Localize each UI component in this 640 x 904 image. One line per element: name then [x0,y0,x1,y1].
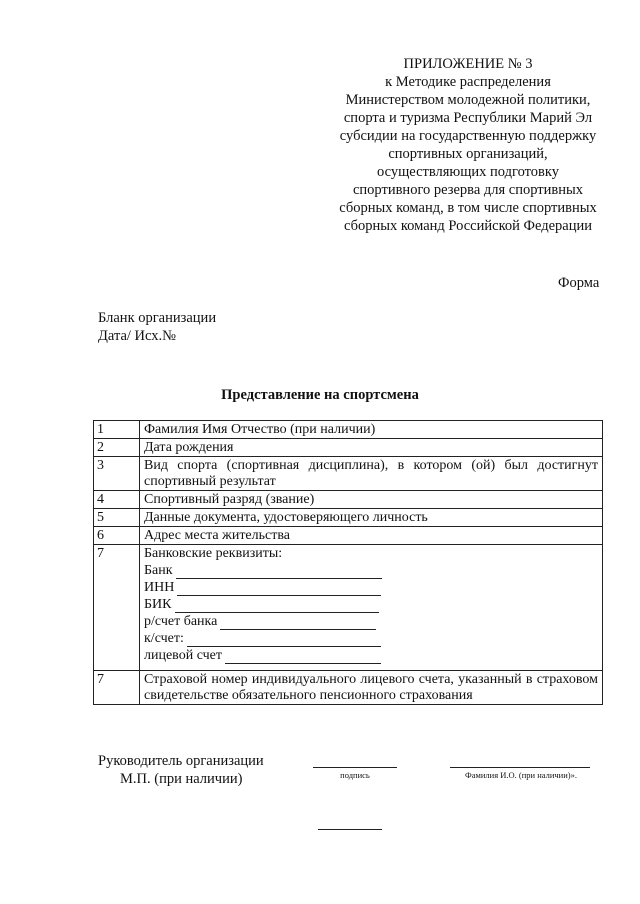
row-number: 5 [94,509,140,527]
separator-line [318,829,382,830]
personal-account-input-line[interactable] [225,650,381,664]
personal-account-field [144,647,598,664]
document-title: Представление на спортсмена [221,387,419,403]
field-full-name: Фамилия Имя Отчество (при наличии) [140,421,603,439]
appendix-line: к Методике распределения [385,74,551,90]
inn-field-label: ИНН [144,580,175,595]
seal-note: М.П. (при наличии) [120,771,243,787]
bik-field [144,596,598,613]
date-ref-line: Дата/ Исх.№ [98,328,176,344]
bank-details-heading: Банковские реквизиты: [144,546,283,561]
appendix-line: спортивных организаций, [388,146,548,162]
settlement-account-input-line[interactable] [220,616,376,630]
corr-account-field [144,630,598,647]
field-insurance-number: Страховой номер индивидуального лицевого счета, указанный в страховом свидетельстве обязательного пенсионного страхования [140,671,603,705]
signature-line[interactable] [313,767,397,768]
table-row [94,527,603,545]
bik-input-line[interactable] [175,599,379,613]
signer-role: Руководитель организации [98,753,264,769]
letterhead-block [98,309,216,345]
appendix-line: Министерством молодежной политики, [345,92,591,108]
appendix-line: осуществляющих подготовку [377,164,559,180]
bank-details-cell [140,545,603,671]
row-number: 7 [94,671,140,705]
personal-account-label: лицевой счет [144,648,222,663]
name-caption: Фамилия И.О. (при наличии)». [465,770,577,780]
name-line[interactable] [450,767,590,768]
bank-input-line[interactable] [176,565,382,579]
field-sport: Вид спорта (спортивная дисциплина), в котором (ой) был достигнут спортивный результат [140,457,603,491]
appendix-line: ПРИЛОЖЕНИЕ № 3 [403,56,533,72]
table-row [94,457,603,491]
table-row [94,509,603,527]
signature-caption: подпись [340,770,370,780]
corr-account-input-line[interactable] [187,633,381,647]
bik-field-label: БИК [144,597,172,612]
inn-input-line[interactable] [177,582,381,596]
bank-field [144,562,598,579]
appendix-line: сборных команд, в том числе спортивных [339,200,597,216]
appendix-line: сборных команд Российской Федерации [344,218,592,234]
row-number: 7 [94,545,140,671]
row-number: 4 [94,491,140,509]
form-label: Форма [558,275,600,291]
settlement-account-field [144,613,598,630]
field-birth-date: Дата рождения [140,439,603,457]
table-row [94,671,603,705]
appendix-line: спортивного резерва для спортивных [352,182,584,198]
bank-field-label: Банк [144,563,173,578]
table-row [94,421,603,439]
appendix-line: спорта и туризма Республики Марий Эл [343,110,593,126]
settlement-account-label: р/счет банка [144,614,218,629]
row-number: 2 [94,439,140,457]
table-row [94,439,603,457]
table-row [94,545,603,671]
field-address: Адрес места жительства [140,527,603,545]
athlete-info-table [93,420,603,705]
appendix-line: субсидии на государственную поддержку [339,128,597,144]
signer-block [98,752,264,788]
field-id-document: Данные документа, удостоверяющего личность [140,509,603,527]
table-row [94,491,603,509]
letterhead-line: Бланк организации [98,310,217,326]
corr-account-label: к/счет: [144,631,184,646]
row-number: 6 [94,527,140,545]
inn-field [144,579,598,596]
appendix-header [318,55,618,235]
row-number: 1 [94,421,140,439]
row-number: 3 [94,457,140,491]
field-sport-rank: Спортивный разряд (звание) [140,491,603,509]
